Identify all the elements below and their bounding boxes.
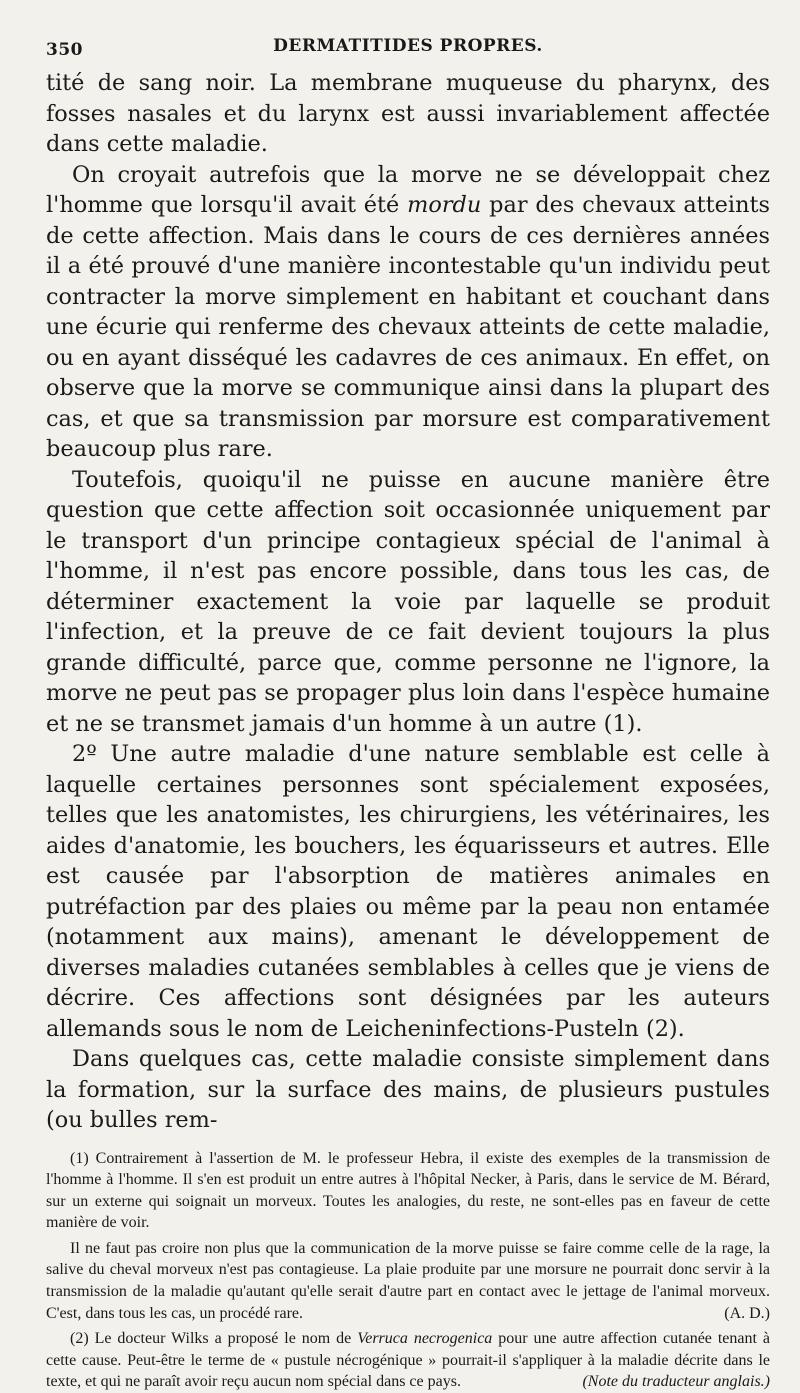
emphasis: mordu (407, 192, 481, 218)
footnote-1: (1) Contrairement à l'assertion de M. le professeur Hebra, il existe des exemples de la transmission de l'homme à l'homme. Il s'en est produit un entre autres à l'hôpital Necker, à Paris, dans le service de M. Bérard, sur un externe qui soignait un morveux. Toutes les analogies, du reste, ne sont-elles pas en faveur de cette manière de voir. (46, 1148, 770, 1234)
main-text (46, 68, 770, 1136)
running-title: DERMATITIDES PROPRES. (46, 36, 770, 56)
footnotes (46, 1148, 770, 1393)
page-number: 350 (46, 40, 83, 60)
footnote-signature: (A. D.) (700, 1303, 770, 1325)
footnote-signature: (Note du traducteur anglais.) (558, 1371, 770, 1393)
emphasis: Verruca necrogenica (357, 1330, 492, 1347)
footnote-1-continued: Il ne faut pas croire non plus que la communication de la morve puisse se faire comme celle de la rage, la salive du cheval morveux n'est pas contagieuse. La plaie produite par une morsure ne pourrait donc servir à la transmission de la maladie qu'autant qu'elle serait d'autre part en contact avec le jettage de l'animal morveux. C'est, dans tous les cas, un procédé rare. (A. D.) (46, 1238, 770, 1324)
paragraph: On croyait autrefois que la morve ne se développait chez l'homme que lorsqu'il avait été mordu par des chevaux atteints de cette affection. Mais dans le cours de ces dernières années il a été prouvé d'une manière incontestable qu'un individu peut contracter la morve simplement en habitant et couchant dans une écurie qui renferme des chevaux atteints de cette maladie, ou en ayant disséqué les cadavres de ces animaux. En effet, on observe que la morve se communique ainsi dans la plupart des cas, et que sa transmission par morsure est comparativement beaucoup plus rare. (46, 160, 770, 465)
page-header (46, 32, 770, 68)
footnote-2: (2) Le docteur Wilks a proposé le nom de Verruca necrogenica pour une autre affection cutanée tenant à cette cause. Peut-être le terme de « pustule nécrogénique » pourrait-il s'appliquer à la maladie décrite dans le texte, et qui ne paraît avoir reçu aucun nom spécial dans ce pays. (Note du traducteur anglais.) (46, 1328, 770, 1393)
paragraph: 2º Une autre maladie d'une nature semblable est celle à laquelle certaines personnes sont spécialement exposées, telles que les anatomistes, les chirurgiens, les vétérinaires, les aides d'anatomie, les bouchers, les équarisseurs et autres. Elle est causée par l'absorption de matières animales en putréfaction par des plaies ou même par la peau non entamée (notamment aux mains), amenant le développement de diverses maladies cutanées semblables à celles que je viens de décrire. Ces affections sont désignées par les auteurs allemands sous le nom de Leicheninfections-Pusteln (2). (46, 739, 770, 1044)
paragraph: Toutefois, quoiqu'il ne puisse en aucune manière être question que cette affection soit occasionnée uniquement par le transport d'un principe contagieux spécial de l'animal à l'homme, il n'est pas encore possible, dans tous les cas, de déterminer exactement la voie par laquelle se produit l'infection, et la preuve de ce fait devient toujours la plus grande difficulté, parce que, comme personne ne l'ignore, la morve ne peut pas se propager plus loin dans l'espèce humaine et ne se transmet jamais d'un homme à un autre (1). (46, 465, 770, 740)
paragraph: Dans quelques cas, cette maladie consiste simplement dans la formation, sur la surface des mains, de plusieurs pustules (ou bulles rem- (46, 1044, 770, 1136)
paragraph: tité de sang noir. La membrane muqueuse du pharynx, des fosses nasales et du larynx est aussi invariablement affectée dans cette maladie. (46, 68, 770, 160)
